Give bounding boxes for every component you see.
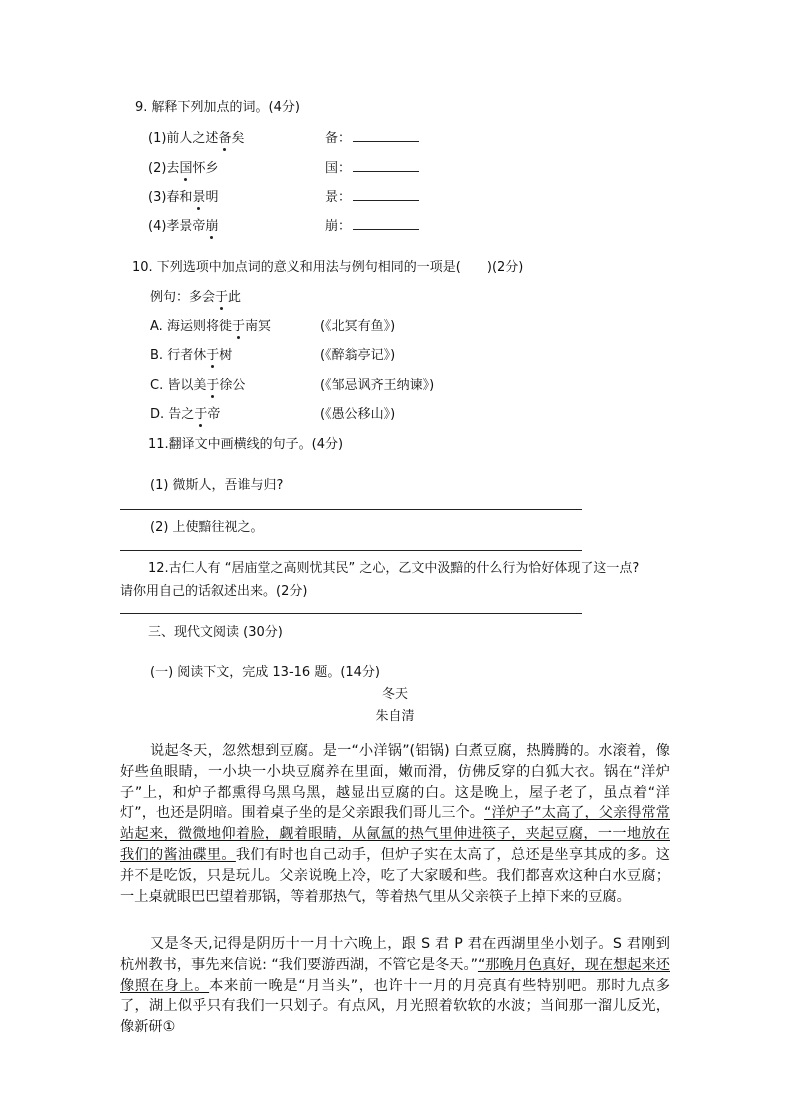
dotted-word: 于 bbox=[206, 348, 220, 363]
q10-option-a: A. 海运则将徙于南冥 bbox=[150, 319, 271, 334]
underlined-sentence: “洋炉子”太高了，父亲得常常站起来，微微地仰着脸，觑着眼睛，从氤氲的热气里伸进筷子，夹起豆腐，一一地放在我们的酱油碟里。 bbox=[120, 805, 670, 863]
article-paragraph-2: 又是冬天,记得是阴历十一月十六晚上，跟 S 君 P 君在西湖里坐小划子。S 君刚到杭州教书，事先来信说: “我们要游西湖，不管它是冬天。”“那晚月色真好，现在想起来还像照在身上。本来前一晚是“月当头”，也许十一月的月亮真有些特别吧。那时九点多了，湖上似乎只有我们一只划子。有点风，月光照着软软的水波；当间那一溜儿反光，像新研① bbox=[120, 936, 670, 1036]
dotted-word: 国 bbox=[179, 161, 193, 176]
q10-example: 例句：多会于此 bbox=[150, 290, 242, 305]
q12-line-2: 请你用自己的话叙述出来。(2分) bbox=[120, 584, 308, 599]
part-heading: (一) 阅读下文，完成 13-16 题。(14分) bbox=[150, 665, 381, 680]
dotted-word: 于 bbox=[194, 407, 208, 422]
q9-item-2: (2)去国怀乡 bbox=[148, 161, 219, 176]
answer-line[interactable] bbox=[120, 550, 582, 551]
article-paragraph-1: 说起冬天，忽然想到豆腐。是一“小洋锅”(铝锅) 白煮豆腐，热腾腾的。水滚着，像好些鱼眼睛，一小块一小块豆腐养在里面，嫩而滑，仿佛反穿的白狐大衣。锅在“洋炉子”上，和炉子都熏得乌黑乌黑，越显出豆腐的白。这是晚上，屋子老了，虽点着“洋灯”，也还是阴暗。围着桌子坐的是父亲跟我们哥儿三个。“洋炉子”太高了，父亲得常常站起来，微微地仰着脸，觑着眼睛，从氤氲的热气里伸进筷子，夹起豆腐，一一地放在我们的酱油碟里。我们有时也自己动手，但炉子实在太高了，总还是坐享其成的多。这并不是吃饭，只是玩儿。父亲说晚上冷，吃了大家暖和些。我们都喜欢这种白水豆腐；一上桌就眼巴巴望着那锅，等着那热气，等着热气里从父亲筷子上掉下来的豆腐。 bbox=[120, 743, 670, 905]
q9-item-3: (3)春和景明 bbox=[148, 190, 219, 205]
q9-answer-4[interactable]: 崩： bbox=[325, 215, 419, 234]
q10-option-d-source: (《愚公移山》) bbox=[320, 407, 396, 422]
underlined-sentence: “那晚月色真好，现在想起来还像照在身上。 bbox=[120, 956, 670, 994]
answer-blank bbox=[353, 217, 419, 230]
q10-option-b-source: (《醉翁亭记》) bbox=[320, 348, 396, 363]
q11-title: 11.翻译文中画横线的句子。(4分) bbox=[148, 437, 344, 452]
q10-option-c-source: (《邹忌讽齐王纳谏》) bbox=[320, 378, 435, 393]
q10-option-b: B. 行者休于树 bbox=[150, 348, 233, 363]
section-heading: 三、现代文阅读 (30分) bbox=[148, 625, 283, 640]
article-author: 朱自清 bbox=[375, 709, 415, 724]
dotted-word: 于 bbox=[215, 290, 229, 305]
q11-sentence-2: (2) 上使黯往视之。 bbox=[150, 520, 264, 535]
dotted-word: 景 bbox=[192, 190, 206, 205]
q9-answer-3[interactable]: 景： bbox=[325, 186, 419, 205]
answer-line[interactable] bbox=[120, 613, 582, 614]
article-title: 冬天 bbox=[381, 687, 408, 702]
dotted-word: 于 bbox=[231, 319, 245, 334]
q9-item-4: (4)孝景帝崩 bbox=[148, 219, 219, 234]
q9-item-1: (1)前人之述备矣 bbox=[148, 131, 245, 146]
q9-title: 9. 解释下列加点的词。(4分) bbox=[135, 100, 300, 115]
answer-blank bbox=[353, 159, 419, 172]
dotted-word: 于 bbox=[206, 378, 220, 393]
dotted-word: 崩 bbox=[205, 219, 219, 234]
q11-sentence-1: (1) 微斯人，吾谁与归? bbox=[150, 478, 284, 493]
q10-option-a-source: (《北冥有鱼》) bbox=[320, 319, 396, 334]
answer-blank bbox=[353, 129, 419, 142]
q10-title: 10. 下列选项中加点词的意义和用法与例句相同的一项是( )(2分) bbox=[132, 260, 524, 275]
q12-line-1: 12.古仁人有 “居庙堂之高则忧其民” 之心，乙文中汲黯的什么行为恰好体现了这一点? bbox=[148, 561, 640, 576]
dotted-word: 备 bbox=[218, 131, 232, 146]
q10-option-c: C. 皆以美于徐公 bbox=[150, 378, 246, 393]
q9-answer-1[interactable]: 备： bbox=[325, 127, 419, 146]
q9-answer-2[interactable]: 国： bbox=[325, 157, 419, 176]
answer-blank bbox=[353, 188, 419, 201]
answer-line[interactable] bbox=[120, 509, 582, 510]
q10-option-d: D. 告之于帝 bbox=[150, 407, 221, 422]
